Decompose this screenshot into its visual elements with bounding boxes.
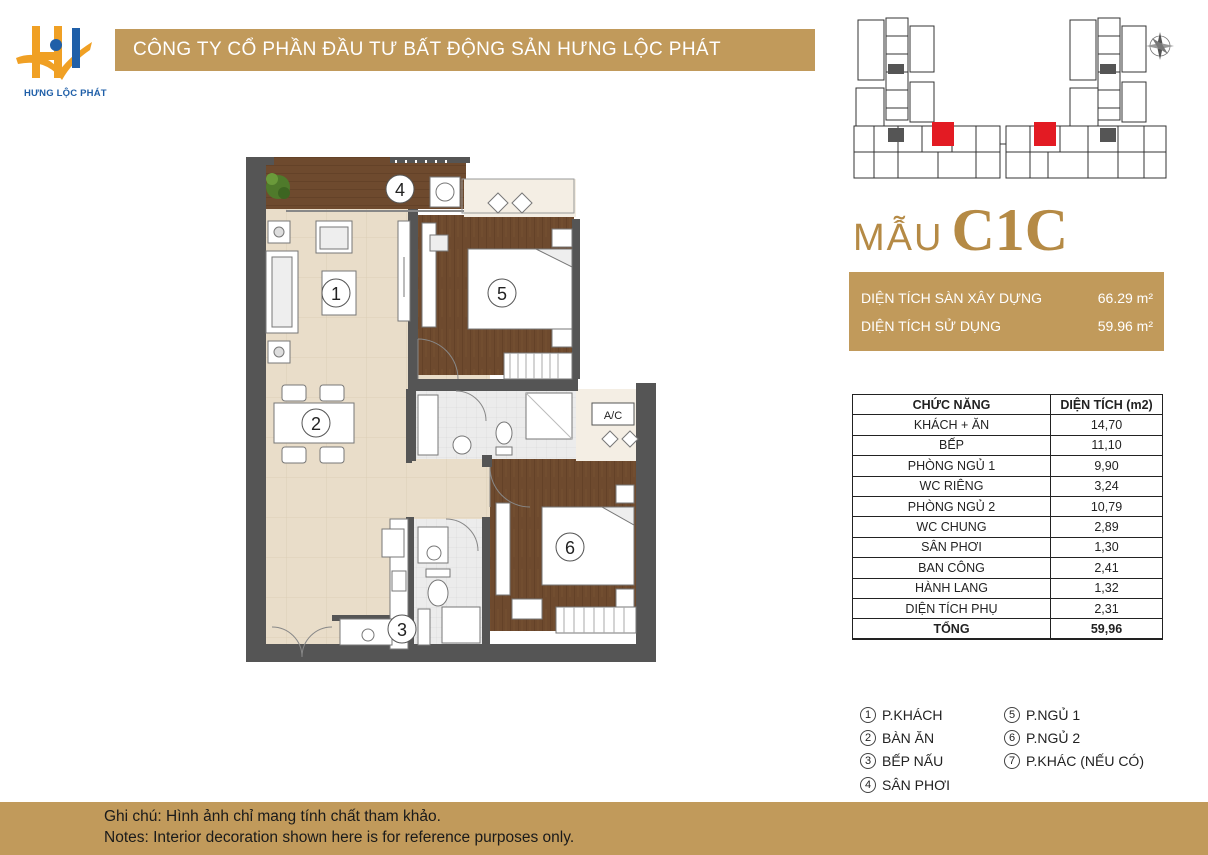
legend-label: SÂN PHƠI xyxy=(882,777,951,793)
model-title xyxy=(853,196,1068,265)
footer-note xyxy=(0,802,1208,855)
table-total-row xyxy=(853,619,1163,639)
legend-number: 1 xyxy=(860,707,876,723)
room-number-6: 6 xyxy=(564,538,576,558)
model-prefix: MẪU xyxy=(853,217,944,259)
table-row xyxy=(853,496,1163,516)
row-area: 9,90 xyxy=(1051,456,1163,476)
model-code: C1C xyxy=(951,197,1069,263)
table-row xyxy=(853,517,1163,537)
footer-note-vi: Ghi chú: Hình ảnh chỉ mang tính chất tham khảo. xyxy=(104,808,441,825)
room-number-2: 2 xyxy=(310,414,322,434)
legend-item xyxy=(1004,730,1080,746)
row-area: 2,31 xyxy=(1051,598,1163,618)
row-name: PHÒNG NGỦ 2 xyxy=(853,496,1051,516)
compass-icon xyxy=(1146,32,1174,60)
table-row xyxy=(853,435,1163,455)
header-function: CHỨC NĂNG xyxy=(853,395,1051,415)
legend-number: 4 xyxy=(860,777,876,793)
row-name: SÂN PHƠI xyxy=(853,537,1051,557)
legend-number: 7 xyxy=(1004,753,1020,769)
legend-label: BẾP NẤU xyxy=(882,753,944,769)
row-name: KHÁCH + ĂN xyxy=(853,415,1051,435)
company-title: CÔNG TY CỔ PHẦN ĐẦU TƯ BẤT ĐỘNG SẢN HƯNG LỘC PHÁT xyxy=(133,39,722,60)
floor-plan xyxy=(246,157,656,662)
legend-item xyxy=(860,753,943,769)
usable-area-value: 59.96 m² xyxy=(1097,318,1153,334)
footer-note-en: Notes: Interior decoration shown here is for reference purposes only. xyxy=(104,829,575,846)
washing-machine-icon xyxy=(430,177,460,207)
legend-item xyxy=(1004,707,1080,723)
row-area: 11,10 xyxy=(1051,435,1163,455)
legend-label: P.NGỦ 2 xyxy=(1026,730,1081,746)
construction-area-label: DIỆN TÍCH SÀN XÂY DỰNG xyxy=(861,290,1043,306)
legend-number: 5 xyxy=(1004,707,1020,723)
area-table xyxy=(852,394,1163,640)
table-row xyxy=(853,578,1163,598)
key-plan xyxy=(848,16,1188,186)
row-name: HÀNH LANG xyxy=(853,578,1051,598)
table-row xyxy=(853,598,1163,618)
room-number-1: 1 xyxy=(330,284,342,304)
legend-number: 2 xyxy=(860,730,876,746)
table-row xyxy=(853,537,1163,557)
room-number-4: 4 xyxy=(394,180,406,200)
construction-area-value: 66.29 m² xyxy=(1097,290,1153,306)
room-number-3: 3 xyxy=(396,620,408,640)
ac-label: A/C xyxy=(603,410,623,422)
header-band xyxy=(115,29,815,71)
usable-area-label: DIỆN TÍCH SỬ DỤNG xyxy=(861,318,1002,334)
legend-label: P.KHÁC (NẾU CÓ) xyxy=(1026,753,1144,769)
legend-label: BÀN ĂN xyxy=(882,730,935,746)
row-name: DIỆN TÍCH PHỤ xyxy=(853,598,1051,618)
row-area: 3,24 xyxy=(1051,476,1163,496)
area-summary xyxy=(849,272,1164,351)
legend-item xyxy=(860,730,934,746)
legend-item xyxy=(860,707,942,723)
legend-label: P.NGỦ 1 xyxy=(1026,707,1081,723)
highlight-unit-left xyxy=(932,122,954,146)
row-area: 14,70 xyxy=(1051,415,1163,435)
row-area: 1,32 xyxy=(1051,578,1163,598)
highlight-unit-right xyxy=(1034,122,1056,146)
row-name: BẾP xyxy=(853,435,1051,455)
row-area: 10,79 xyxy=(1051,496,1163,516)
row-area: 2,41 xyxy=(1051,558,1163,578)
total-label: TỔNG xyxy=(853,619,1051,639)
company-logo xyxy=(10,18,110,99)
row-name: WC CHUNG xyxy=(853,517,1051,537)
row-name: PHÒNG NGỦ 1 xyxy=(853,456,1051,476)
legend-number: 3 xyxy=(860,753,876,769)
row-name: WC RIÊNG xyxy=(853,476,1051,496)
row-area: 2,89 xyxy=(1051,517,1163,537)
table-row xyxy=(853,415,1163,435)
table-header-row xyxy=(853,395,1163,415)
legend-number: 6 xyxy=(1004,730,1020,746)
room-number-5: 5 xyxy=(496,284,508,304)
header-area: DIỆN TÍCH (m2) xyxy=(1051,395,1163,415)
logo-text: HƯNG LỘC PHÁT xyxy=(24,88,107,99)
table-row xyxy=(853,558,1163,578)
legend-item xyxy=(1004,753,1144,769)
row-name: BAN CÔNG xyxy=(853,558,1051,578)
logo-mark-icon xyxy=(10,18,110,88)
row-area: 1,30 xyxy=(1051,537,1163,557)
total-value: 59,96 xyxy=(1051,619,1163,639)
legend-label: P.KHÁCH xyxy=(882,707,943,723)
table-row xyxy=(853,456,1163,476)
table-row xyxy=(853,476,1163,496)
legend-item xyxy=(860,777,950,793)
